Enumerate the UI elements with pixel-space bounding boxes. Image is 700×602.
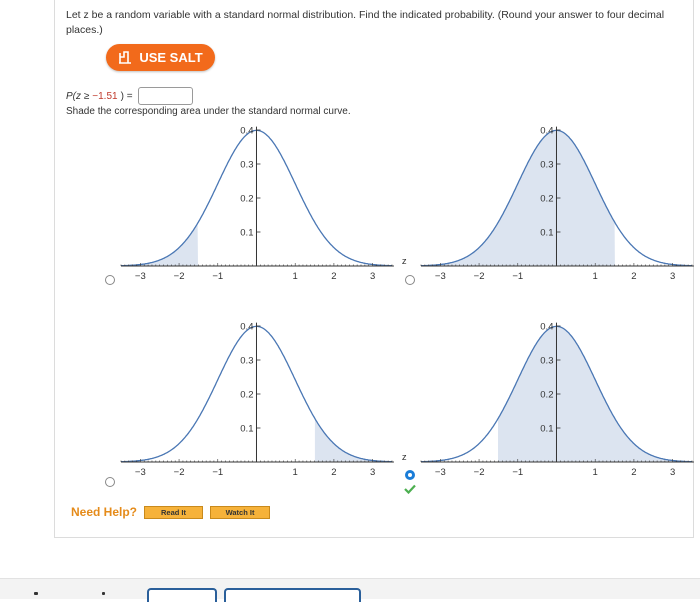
previous-answers-button[interactable]	[224, 588, 361, 602]
expr-value: −1.51	[92, 90, 118, 102]
x-tick-label: 3	[369, 271, 376, 282]
y-tick-label: 0.1	[540, 423, 554, 435]
watch-it-button[interactable]: Watch It	[210, 506, 270, 519]
x-tick-label: 3	[669, 271, 676, 282]
question-number-fragment	[34, 592, 38, 595]
x-tick-label: 2	[631, 467, 637, 478]
normal-curve-graph-4	[405, 314, 675, 494]
need-help-row	[71, 505, 270, 519]
x-tick-label: −2	[173, 271, 185, 282]
probability-expression	[66, 87, 193, 105]
question-prompt: Let z be a random variable with a standard normal distribution. Find the indicated probability. (Round your answer to four decimal places.)	[66, 9, 665, 36]
x-tick-label: 1	[292, 271, 298, 282]
use-salt-button[interactable]	[106, 44, 215, 71]
y-tick-label: 0.3	[240, 355, 254, 367]
x-tick-label: 3	[669, 467, 676, 478]
x-tick-label: −1	[212, 467, 224, 478]
y-tick-label: 0.1	[540, 227, 554, 239]
y-tick-label: 0.4	[540, 125, 554, 137]
x-tick-label: 1	[592, 467, 598, 478]
y-tick-label: 0.2	[540, 389, 554, 401]
normal-curve-svg	[405, 314, 675, 489]
x-tick-label: −2	[173, 467, 185, 478]
y-tick-label: 0.2	[540, 193, 554, 205]
read-it-button[interactable]: Read It	[144, 506, 203, 519]
details-button[interactable]	[147, 588, 217, 602]
radio-option-3[interactable]	[105, 477, 115, 487]
x-tick-label: −1	[512, 271, 524, 282]
y-tick-label: 0.2	[240, 193, 254, 205]
axis-variable-label: z	[401, 452, 407, 463]
use-salt-label: USE SALT	[139, 50, 203, 65]
answer-input[interactable]	[138, 87, 193, 105]
x-tick-label: −3	[134, 271, 146, 282]
x-tick-label: −2	[473, 271, 485, 282]
y-tick-label: 0.1	[240, 227, 254, 239]
normal-curve-graph-2	[405, 118, 675, 298]
x-tick-label: 2	[631, 271, 637, 282]
axis-variable-label: z	[401, 256, 407, 267]
x-tick-label: −3	[434, 467, 446, 478]
radio-option-1[interactable]	[105, 275, 115, 285]
need-help-label: Need Help?	[71, 505, 138, 519]
correct-check-icon	[404, 484, 416, 494]
shaded-area	[498, 326, 692, 462]
y-tick-label: 0.3	[240, 159, 254, 171]
x-tick-label: 2	[331, 467, 337, 478]
x-tick-label: 2	[331, 271, 337, 282]
normal-curve-svg	[105, 314, 407, 489]
x-tick-label: −2	[473, 467, 485, 478]
shade-instruction: Shade the corresponding area under the standard normal curve.	[66, 106, 351, 117]
expr-prefix: P(z ≥	[66, 90, 90, 102]
expr-suffix: ) =	[120, 90, 133, 102]
points-fragment	[102, 592, 105, 595]
y-tick-label: 0.4	[240, 125, 254, 137]
y-tick-label: 0.1	[240, 423, 254, 435]
x-tick-label: −1	[512, 467, 524, 478]
y-tick-label: 0.3	[540, 355, 554, 367]
x-tick-label: 3	[369, 467, 376, 478]
normal-curve-svg	[105, 118, 407, 293]
y-tick-label: 0.3	[540, 159, 554, 171]
x-tick-label: −3	[434, 271, 446, 282]
y-tick-label: 0.4	[240, 321, 254, 333]
x-tick-label: −3	[134, 467, 146, 478]
salt-icon	[118, 51, 133, 64]
y-tick-label: 0.4	[540, 321, 554, 333]
normal-curve-graph-3	[105, 314, 407, 494]
radio-option-4[interactable]	[405, 470, 415, 480]
y-tick-label: 0.2	[240, 389, 254, 401]
radio-option-2[interactable]	[405, 275, 415, 285]
x-tick-label: 1	[592, 271, 598, 282]
shaded-area	[421, 130, 615, 266]
x-tick-label: 1	[292, 467, 298, 478]
x-tick-label: −1	[212, 271, 224, 282]
normal-curve-graph-1	[105, 118, 407, 298]
normal-curve-svg	[405, 118, 675, 293]
